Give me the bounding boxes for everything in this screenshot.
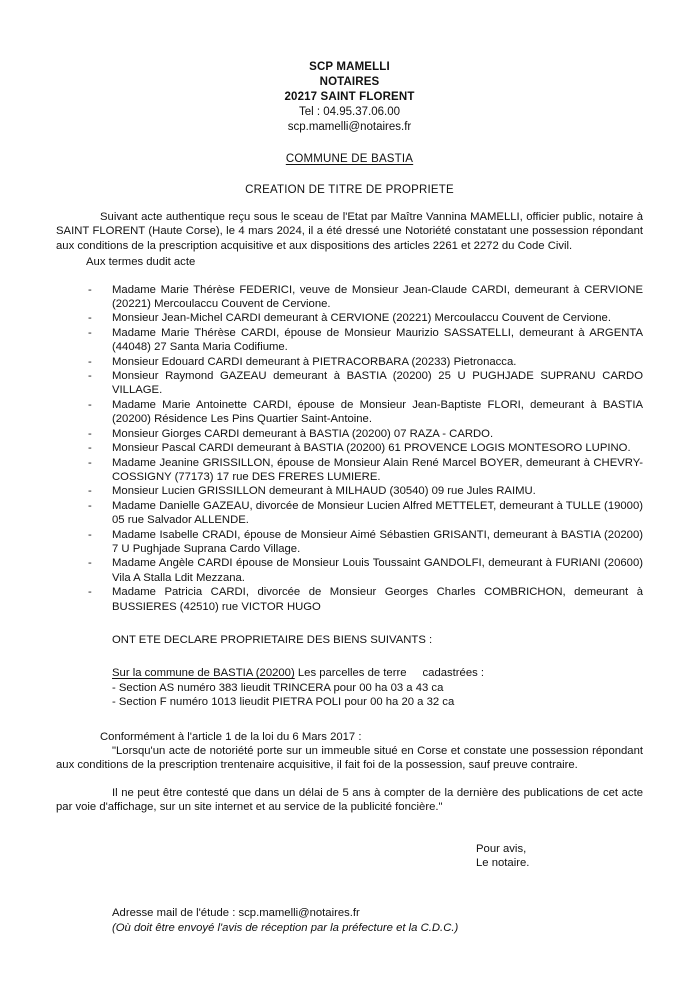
signature-line-1: Pour avis, bbox=[476, 842, 527, 855]
list-item bbox=[56, 456, 643, 485]
list-bullet: - bbox=[88, 283, 92, 296]
list-item bbox=[56, 499, 643, 528]
list-bullet: - bbox=[88, 355, 92, 368]
firm-address-line: 20217 SAINT FLORENT bbox=[284, 91, 415, 103]
firm-name-line-1: SCP MAMELLI bbox=[309, 61, 390, 73]
footer-mail-line: Adresse mail de l'étude : scp.mamelli@notaires.fr bbox=[112, 907, 360, 920]
list-item-text: Madame Marie Thérèse CARDI, épouse de Monsieur Maurizio SASSATELLI, demeurant à ARGENTA (44048) 27 Santa Maria Codifiume. bbox=[112, 326, 643, 354]
list-item bbox=[56, 556, 643, 585]
firm-phone: Tel : 04.95.37.06.00 bbox=[298, 106, 401, 118]
footer-note: (Où doit être envoyé l'avis de réception par la préfecture et la C.D.C.) bbox=[112, 922, 459, 935]
list-item-text: Monsieur Pascal CARDI demeurant à BASTIA (20200) 61 PROVENCE LOGIS MONTESORO LUPINO. bbox=[112, 442, 631, 455]
list-item-text: Monsieur Raymond GAZEAU demeurant à BASTIA (20200) 25 U PUGHJADE SUPRANU CARDO VILLAGE. bbox=[112, 370, 643, 397]
firm-email: scp.mamelli@notaires.fr bbox=[287, 121, 412, 133]
parcel-row: - Section F numéro 1013 lieudit PIETRA POLI pour 00 ha 20 a 32 ca bbox=[112, 696, 455, 709]
list-bullet: - bbox=[88, 442, 92, 455]
list-item-text: Monsieur Lucien GRISSILLON demeurant à MILHAUD (30540) 09 rue Jules RAIMU. bbox=[112, 485, 536, 498]
list-bullet: - bbox=[88, 370, 92, 383]
declared-owners-list bbox=[56, 283, 643, 614]
parcels-block bbox=[56, 666, 643, 709]
list-bullet: - bbox=[88, 557, 92, 570]
list-item-text: Monsieur Edouard CARDI demeurant à PIETRACORBARA (20233) Pietronacca. bbox=[112, 355, 517, 368]
parcels-heading-rest: Les parcelles de terre bbox=[297, 667, 407, 680]
commune-heading-text: COMMUNE DE BASTIA bbox=[285, 153, 414, 165]
list-item-text: Monsieur Giorges CARDI demeurant à BASTIA (20200) 07 RAZA - CARDO. bbox=[112, 427, 494, 440]
list-item-text: Madame Jeanine GRISSILLON, épouse de Monsieur Alain René Marcel BOYER, demeurant à CHEVRY-COSSIGNY (77173) 17 rue DES FRERES LUMIERE. bbox=[112, 456, 643, 483]
footer-block bbox=[56, 906, 643, 936]
list-item-text: Madame Marie Thérèse FEDERICI, veuve de Monsieur Jean-Claude CARDI, demeurant à CERVIONE (20221) Mercoulaccu Couvent de Cervione. bbox=[112, 283, 643, 311]
list-bullet: - bbox=[88, 398, 92, 411]
page-title: CREATION DE TITRE DE PROPRIETE bbox=[245, 184, 454, 196]
terms-line: Aux termes dudit acte bbox=[86, 256, 196, 269]
list-item-text: Madame Angèle CARDI épouse de Monsieur Louis Toussaint GANDOLFI, demeurant à FURIANI (20600) Vila A Stalla Ldit Mezzana. bbox=[112, 557, 643, 584]
parcels-heading-tail: cadastrées : bbox=[422, 667, 485, 680]
list-item-text: Madame Danielle GAZEAU, divorcée de Monsieur Lucien Alfred METTELET, demeurant à TULLE (19000) 05 rue Salvador ALLENDE. bbox=[112, 499, 643, 527]
list-item bbox=[56, 427, 643, 441]
list-item bbox=[56, 398, 643, 427]
list-item bbox=[56, 369, 643, 398]
list-item-text: Monsieur Jean-Michel CARDI demeurant à CERVIONE (20221) Mercoulaccu Couvent de Cervione. bbox=[112, 312, 611, 325]
list-item bbox=[56, 283, 643, 312]
intro-paragraph: Suivant acte authentique reçu sous le sceau de l'Etat par Maître Vannina MAMELLI, officier public, notaire à SAINT FLORENT (Haute Corse), le 4 mars 2024, il a été dressé une Notoriété constatant une possession répondant aux conditions de la prescription acquisitive et aux dispositions des articles 2261 et 2272 du Code Civil. bbox=[56, 211, 643, 252]
law-contest-paragraph: Il ne peut être contesté que dans un délai de 5 ans à compter de la dernière des publications de cet acte par voie d'affichage, sur un site internet et au service de la publicité foncière." bbox=[56, 786, 643, 814]
declaration-line: ONT ETE DECLARE PROPRIETAIRE DES BIENS SUIVANTS : bbox=[112, 633, 433, 646]
parcel-row: - Section AS numéro 383 lieudit TRINCERA pour 00 ha 03 a 43 ca bbox=[112, 681, 444, 694]
law-quote-paragraph: "Lorsqu'un acte de notoriété porte sur un immeuble situé en Corse et constate une possession répondant aux conditions de la prescription trentenaire acquisitive, il fait foi de la possession, sauf preuve contraire. bbox=[56, 745, 643, 772]
list-item bbox=[56, 484, 643, 498]
list-bullet: - bbox=[88, 586, 92, 599]
list-bullet: - bbox=[88, 456, 92, 469]
list-item-text: Madame Patricia CARDI, divorcée de Monsieur Georges Charles COMBRICHON, demeurant à BUSSIERES (42510) rue VICTOR HUGO bbox=[112, 586, 643, 613]
list-item bbox=[56, 441, 643, 455]
list-bullet: - bbox=[88, 499, 92, 512]
list-bullet: - bbox=[88, 485, 92, 498]
list-bullet: - bbox=[88, 427, 92, 440]
list-bullet: - bbox=[88, 326, 92, 339]
list-bullet: - bbox=[88, 312, 92, 325]
list-item-text: Madame Isabelle CRADI, épouse de Monsieur Aimé Sébastien GRISANTI, demeurant à BASTIA (20200) 7 U Pughjade Suprana Cardo Village. bbox=[112, 528, 643, 555]
parcels-commune-underlined: Sur la commune de BASTIA (20200) bbox=[112, 667, 295, 680]
firm-name-line-2: NOTAIRES bbox=[319, 76, 380, 88]
law-citation-block bbox=[56, 730, 643, 815]
list-item bbox=[56, 585, 643, 614]
letterhead bbox=[56, 60, 643, 135]
signature-line-2: Le notaire. bbox=[476, 857, 530, 870]
law-lead-line: Conformément à l'article 1 de la loi du 6 Mars 2017 : bbox=[100, 730, 362, 743]
list-item bbox=[56, 326, 643, 355]
list-item bbox=[56, 311, 643, 325]
list-item bbox=[56, 528, 643, 557]
list-item-text: Madame Marie Antoinette CARDI, épouse de Monsieur Jean-Baptiste FLORI, demeurant à BASTIA (20200) Résidence Les Pins Quartier Saint-Antoine. bbox=[112, 398, 643, 426]
signature-block bbox=[56, 842, 643, 871]
list-bullet: - bbox=[88, 528, 92, 541]
list-item bbox=[56, 355, 643, 369]
parcels-heading bbox=[112, 666, 643, 680]
commune-heading bbox=[56, 153, 643, 165]
